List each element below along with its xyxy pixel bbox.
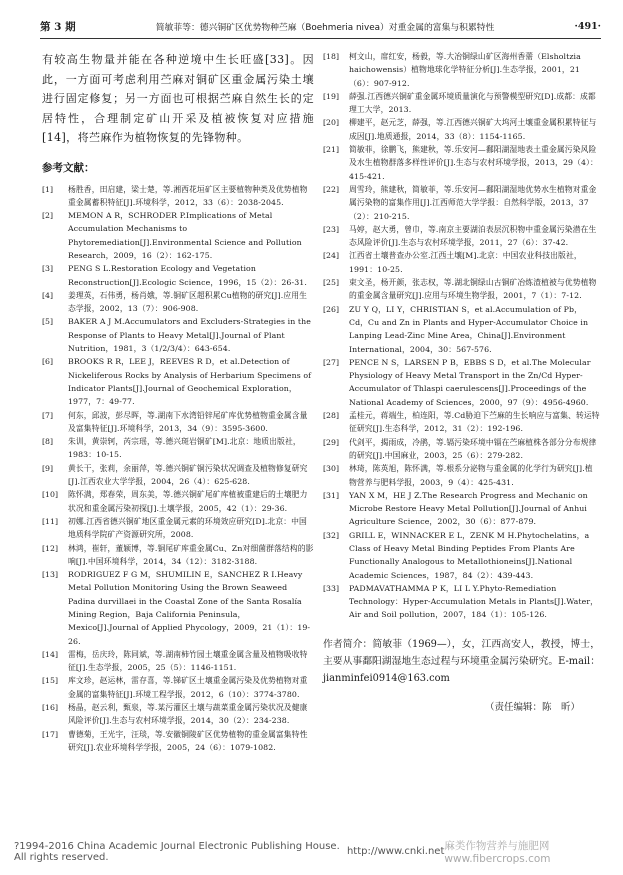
reference-entry <box>323 50 600 90</box>
reference-list-left <box>42 183 314 755</box>
reference-number: [12] <box>42 543 59 553</box>
reference-number: [16] <box>42 703 59 713</box>
reference-list-right <box>323 50 600 622</box>
reference-entry <box>323 529 600 582</box>
reference-number: [23] <box>323 224 340 234</box>
reference-entry <box>323 436 600 463</box>
reference-text: 曹德菊，王光宇，汪琰，等.安徽铜陵矿区优势植物的重金属富集特性研究[J].农业环境科学学报，2005，24（6）：1079-1082. <box>68 729 308 752</box>
reference-entry <box>323 409 600 436</box>
reference-entry <box>42 462 314 489</box>
reference-text: MEMON A R，SCHRODER P.Implications of Metal Accumulation Mechanisms to Phytoremediation[J].Environmental Science and Pollution Research，2009，16（2）：162-175. <box>68 211 302 260</box>
reference-number: [13] <box>42 570 59 580</box>
site-watermark: 麻类作物营养与施肥网 www.fibercrops.com <box>444 840 551 865</box>
reference-number: [27] <box>323 357 340 367</box>
reference-number: [2] <box>42 211 54 221</box>
reference-number: [6] <box>42 357 54 367</box>
reference-entry <box>42 568 314 648</box>
reference-number: [1] <box>42 184 54 194</box>
copyright-notice: ?1994-2016 China Academic Journal Electronic Publishing House. All rights reserved. <box>14 840 340 863</box>
reference-number: [25] <box>323 278 340 288</box>
reference-text: 初娜.江西省德兴铜矿地区重金属元素的环境效应研究[D].北京：中国地质科学院矿产资源研究所，2008. <box>68 516 307 540</box>
issue-number: 第 3 期 <box>40 20 76 33</box>
reference-number: [4] <box>42 290 54 300</box>
reference-text: 黄长干，张莉，余丽萍，等.德兴铜矿铜污染状况调查及植物修复研究[J].江西农业大学学报，2004，26（4）：625-628. <box>68 463 308 487</box>
reference-entry <box>42 262 314 289</box>
reference-text: PENG S L.Restoration Ecology and Vegetation Reconstruction[J].Ecologic Science，1996，15（2）：26-31. <box>68 264 307 287</box>
reference-entry <box>323 183 600 223</box>
reference-number: [14] <box>42 649 59 659</box>
reference-entry <box>42 315 314 355</box>
reference-entry <box>42 409 314 436</box>
reference-text: 姜理英，石伟勇，杨肖娥，等.铜矿区超积累Cu植物的研究[J].应用生态学报，2002，13（7）：906-908. <box>68 290 308 314</box>
reference-text: 杨胜香，田启建，梁士楚，等.湘西花垣矿区主要植物种类及优势植物重金属蓄积特征[J].环境科学，2012，33（6）：2038-2045. <box>68 184 308 207</box>
reference-number: [30] <box>323 464 340 474</box>
reference-text: 陈怀满，郑春荣，周东美，等.德兴铜矿尾矿库植被重建后的土壤肥力状况和重金属污染初探[J].土壤学报，2005，42（1）：29-36. <box>68 490 308 513</box>
reference-text: 江西省土壤普查办公室.江西土壤[M].北京：中国农业科技出版社，1991：10-25. <box>349 251 582 274</box>
reference-text: 柳建平，赵元芝，薛强，等.江西德兴铜矿大坞河土壤重金属积累特征与成因[J].地质通报，2014，33（8）：1154-1165. <box>349 118 597 141</box>
reference-text: 朱训，黄崇轲，芮宗瑶，等.德兴斑岩铜矿[M].北京：地质出版社，1983：10-15. <box>68 437 301 460</box>
reference-text: 何东，邱波，彭尽晖，等.湖南下水湾铅锌尾矿库优势植物重金属含量及富集特征[J].环境科学，2013，34（9）：3595-3600. <box>68 410 308 433</box>
reference-entry <box>323 223 600 250</box>
reference-number: [7] <box>42 410 54 420</box>
reference-entry <box>323 143 600 183</box>
reference-number: [28] <box>323 411 340 421</box>
reference-text: 林鸿，崔轩，董颖博，等.铜尾矿库重金属Cu、Zn对细菌群落结构的影响[J].中国环境科学，2014，34（12）：3182-3188. <box>68 543 314 566</box>
reference-entry <box>42 289 314 316</box>
reference-entry <box>42 542 314 569</box>
cnki-link[interactable]: http://www.cnki.net <box>346 846 445 857</box>
reference-number: [9] <box>42 463 54 473</box>
reference-number: [11] <box>42 516 59 526</box>
reference-number: [33] <box>323 583 340 593</box>
reference-text: 杨晶，赵云利，甄泉，等.某污灌区土壤与蔬菜重金属污染状况及健康风险评价[J].生态与农村环境学报，2014，30（2）：234-238. <box>68 703 308 726</box>
page-number: ·491· <box>574 20 601 32</box>
reference-entry <box>323 356 600 409</box>
reference-entry <box>323 462 600 489</box>
reference-text: 雷梅，岳庆玲，陈同斌，等.湖南柿竹园土壤重金属含量及植物吸收特征[J].生态学报，2005，25（5）：1146-1151. <box>68 649 308 673</box>
reference-entry <box>323 90 600 117</box>
reference-number: [29] <box>323 437 340 447</box>
reference-entry <box>42 183 314 210</box>
reference-text: BAKER A J M.Accumulators and Excluders-Strategies in the Response of Plants to Heavy Metal[J].Journal of Plant Nutrition，1981，3（1/2/3/4）：643-654. <box>68 317 311 354</box>
reference-entry <box>42 488 314 515</box>
left-column <box>42 50 314 754</box>
reference-entry <box>42 674 314 701</box>
reference-entry <box>42 515 314 542</box>
reference-entry <box>323 249 600 276</box>
reference-text: BROOKS R R，LEE J，REEVES R D，et al.Detection of Nickeliferous Rocks by Analysis of Herbarium Specimens of Indicator Plants[J].Journal of Geochemical Exploration，1977，7：49-77. <box>68 357 312 407</box>
reference-number: [22] <box>323 184 340 194</box>
reference-text: ZU Y Q，LI Y，CHRISTIAN S，et al.Accumulation of Pb，Cd，Cu and Zn in Plants and Hyper-Accumulator Choice in Lanping Lead-Zinc Mine Area，China[J].Environment International，2004，30：567-576. <box>349 304 589 354</box>
reference-number: [5] <box>42 317 54 327</box>
reference-text: 林琦，陈英旭，陈怀满，等.根系分泌物与重金属的化学行为研究[J].植物营养与肥料学报，2003，9（4）：425-431. <box>349 464 593 487</box>
reference-number: [3] <box>42 264 54 274</box>
references-heading: 参考文献： <box>42 161 95 174</box>
reference-number: [17] <box>42 729 59 739</box>
reference-number: [20] <box>323 118 340 128</box>
reference-text: YAN X M，HE J Z.The Research Progress and Mechanic on Microbe Restore Heavy Metal Pollution[J].Journal of Anhui Agriculture Science，2002，30（6）：877-879. <box>349 490 588 527</box>
reference-number: [24] <box>323 251 340 261</box>
reference-text: 马婷，赵大勇，曾巾，等.南京主要湖泊表层沉积物中重金属污染潜在生态风险评价[J].生态与农村环境学报，2011，27（6）：37-42. <box>349 224 597 248</box>
reference-text: 库文珍，赵运林，雷存喜，等.锑矿区土壤重金属污染及优势植物对重金属的富集特征[J].环境工程学报，2012，6（10）：3774-3780. <box>68 676 308 699</box>
reference-text: 简敏菲，徐鹏飞，熊建秋，等.乐安河—鄱阳湖湿地表土重金属污染风险及水生植物群落多样性评价[J].生态与农村环境学报，2013，29（4）：415-421. <box>349 145 598 181</box>
reference-entry <box>323 276 600 303</box>
reference-number: [31] <box>323 490 340 500</box>
reference-text: 周雪玲，熊建秋，简敏菲，等.乐安河—鄱阳湖湿地优势水生植物对重金属污染物的富集作用[J].江西师范大学学报：自然科学版，2013，37（2）：210-215. <box>349 184 597 221</box>
reference-text: GRILL E，WINNACKER E L，ZENK M H.Phytochelatins，a Class of Heavy Metal Binding Peptides From Plants Are Functionally Analogous to Metallothioneins[J].National Academic Sciences，1987，84（2）：439-443. <box>349 530 590 580</box>
right-column <box>323 50 600 713</box>
reference-entry <box>42 648 314 675</box>
reference-text: 薛强.江西德兴铜矿重金属环境质量演化与预警模型研究[D].成都：成都理工大学，2013. <box>349 91 596 115</box>
body-paragraph: 有较高生物量并能在各种逆境中生长旺盛[33]。因此，一方面可考虑利用苎麻对铜矿区重金属污染土壤进行固定修复；另一方面也可根据苎麻自然生长的定居特性，合理制定矿山开采及植被恢复对应措施[14]，将苎麻作为植物恢复的先锋物种。 <box>42 53 314 144</box>
reference-text: 柯文山，席红安，杨毅，等.大冶铜绿山矿区海州香薷（Elsholtzia haichowensis）植物地球化学特征分析[J].生态学报，2001，21（6）：907-912. <box>349 52 581 88</box>
reference-number: [10] <box>42 490 59 500</box>
reference-text: 代剑平，揭雨成，冷鹃，等.镉污染环境中镉在苎麻植株各部分分布规律的研究[J].中国麻业，2003，25（6）：279-282. <box>349 437 597 460</box>
author-biography: 作者简介：简敏菲（1969—），女，江西高安人，教授，博士，主要从事鄱阳湖湿地生态过程与环境重金属污染研究。E-mail：jianminfei0914@163.com <box>323 638 600 684</box>
page-footer <box>14 838 613 865</box>
reference-number: [32] <box>323 530 340 540</box>
reference-entry <box>323 582 600 622</box>
reference-number: [26] <box>323 304 340 314</box>
reference-entry <box>42 701 314 728</box>
reference-text: PENCE N S，LARSEN P B，EBBS S D，et al.The Molecular Physiology of Heavy Metal Transport in the Zn/Cd Hyper-Accumulator of Thlaspi caerulescens[J].Proceedings of the National Academy of Sciences，2000，97（9）：4956-4960. <box>349 357 591 407</box>
reference-entry <box>42 355 314 408</box>
reference-number: [21] <box>323 145 340 155</box>
reference-text: 孟桂元，蒋端生，柏连阳，等.Cd胁迫下苎麻的生长响应与富集、转运特征研究[J].生态科学，2012，31（2）：192-196. <box>349 411 600 434</box>
reference-entry <box>42 209 314 262</box>
running-title: 简敏菲等：德兴铜矿区优势物种苎麻（Boehmeria nivea）对重金属的富集与积累特性 <box>155 22 495 33</box>
reference-text: 束文圣，杨开颜，张志权，等.湖北铜绿山古铜矿冶炼渣植被与优势植物的重金属含量研究[J].应用与环境生物学报，2001，7（1）：7-12. <box>349 278 597 301</box>
reference-text: RODRIGUEZ F G M，SHUMILIN E，SANCHEZ R I.Heavy Metal Pollution Monitoring Using the Brown Seaweed Padina durvillaei in the Coastal Zone of the Santa Rosalía Mining Region，Baja California Peninsula，Mexico[J].Journal of Applied Phycology，2009，21（1）：19-26. <box>68 570 311 646</box>
reference-number: [19] <box>323 91 340 101</box>
reference-text: PADMAVATHAMMA P K，LI L Y.Phyto-Remediation Technology：Hyper-Accumulation Metals in Plants[J].Water，Air and Soil pollution，2007，184（1）：105-126. <box>349 583 599 620</box>
reference-number: [18] <box>323 52 340 61</box>
reference-entry <box>323 116 600 143</box>
reference-entry <box>42 728 314 755</box>
responsible-editor: （责任编辑：陈 昕） <box>484 701 580 713</box>
reference-number: [15] <box>42 676 59 686</box>
reference-entry <box>323 489 600 529</box>
reference-entry <box>323 303 600 356</box>
page-header <box>40 14 601 39</box>
reference-entry <box>42 435 314 462</box>
reference-number: [8] <box>42 437 54 447</box>
